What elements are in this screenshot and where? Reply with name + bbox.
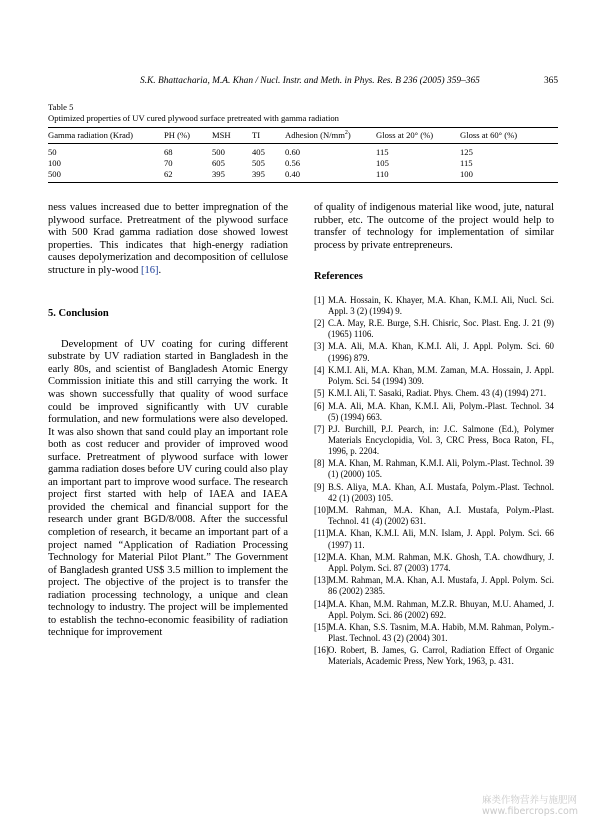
column-header-close: ) (347, 130, 351, 140)
reference-text: P.J. Burchill, P.J. Pearch, in: J.C. Salmone (Ed.), Polymer Materials Encyclopidia, Vol. 3, CRC Press, Boca Raton, FL, 1996, p. 2204. (328, 423, 554, 457)
reference-text: K.M.I. Ali, M.A. Khan, M.M. Zaman, M.A. Hossain, J. Appl. Polym. Sci. 54 (1994) 309. (328, 364, 554, 386)
column-header: PH (%) (164, 128, 212, 144)
reference-text: B.S. Aliya, M.A. Khan, A.I. Mustafa, Polym.-Plast. Technol. 42 (1) (2003) 105. (328, 481, 554, 503)
table-cell: 500 (212, 147, 225, 157)
watermark-line: www.fibercrops.com (482, 806, 579, 817)
reference-number: [11] (314, 528, 329, 539)
reference-number: [10] (314, 505, 329, 516)
reference-item (314, 575, 554, 597)
body-paragraph: of quality of indigenous material like wood, jute, natural rubber, etc. The outcome of the project would help to transfer of technology for implementation of similar process by private entrepreneurs. (314, 202, 554, 251)
reference-text: C.A. May, R.E. Burge, S.H. Chisric, Soc. Plast. Eng. J. 21 (9) (1965) 1106. (328, 318, 554, 340)
reference-item (314, 505, 554, 527)
reference-number: [2] (314, 318, 325, 329)
table-row (48, 158, 558, 169)
reference-text: M.A. Khan, M. Rahman, K.M.I. Ali, Polym.-Plast. Technol. 39 (1) (2000) 105. (328, 458, 554, 480)
table-5 (48, 102, 558, 183)
reference-list (314, 295, 554, 668)
table-cell: 405 (252, 147, 265, 157)
left-column (48, 202, 288, 640)
reference-number: [14] (314, 598, 329, 609)
reference-number: [3] (314, 341, 325, 352)
table-cell: 605 (212, 158, 225, 168)
right-column (314, 202, 554, 669)
column-header: Gloss at 20° (%) (376, 128, 460, 144)
table-cell: 105 (376, 158, 389, 168)
superscript: 2 (344, 130, 348, 136)
citation-link[interactable]: [16] (141, 264, 159, 276)
reference-item (314, 424, 554, 457)
reference-item (314, 482, 554, 504)
reference-number: [6] (314, 400, 325, 411)
reference-number: [12] (314, 551, 329, 562)
reference-item (314, 528, 554, 550)
reference-text: M.A. Ali, M.A. Khan, K.M.I. Ali, J. Appl. Polym. Sci. 60 (1996) 879. (328, 341, 554, 363)
watermark-line: 麻类作物营养与施肥网 (482, 795, 578, 806)
table-cell: 70 (164, 158, 173, 168)
reference-item (314, 365, 554, 387)
table-row (48, 144, 558, 159)
reference-text: M.A. Hossain, K. Khayer, M.A. Khan, K.M.I. Ali, Nucl. Sci. Appl. 3 (2) (1994) 9. (328, 294, 554, 316)
reference-text: M.A. Khan, S.S. Tasnim, M.A. Habib, M.M. Rahman, Polym.-Plast. Technol. 43 (2) (2004) 301. (328, 621, 554, 644)
reference-item (314, 599, 554, 621)
section-heading: 5. Conclusion (48, 308, 109, 320)
table-cell: 100 (460, 169, 558, 183)
table-caption: Table 5 (48, 102, 74, 112)
column-header: Adhesion (N/mm (285, 130, 345, 140)
page-header (48, 76, 558, 92)
reference-text: M.M. Rahman, M.A. Khan, A.I. Mustafa, J. Appl. Polym. Sci. 86 (2002) 2385. (328, 575, 554, 597)
reference-number: [1] (314, 294, 325, 305)
properties-table (48, 127, 558, 183)
table-cell: 62 (164, 169, 212, 183)
reference-item (314, 341, 554, 363)
table-cell: 505 (252, 158, 265, 168)
paragraph-text: . (158, 264, 162, 276)
column-header: TI (252, 128, 285, 144)
reference-item (314, 458, 554, 480)
table-cell: 68 (164, 147, 173, 157)
table-cell: 115 (376, 147, 389, 157)
table-cell: 125 (460, 147, 473, 157)
table-cell: 0.56 (285, 158, 301, 168)
body-paragraph (48, 202, 288, 277)
reference-text: K.M.I. Ali, T. Sasaki, Radiat. Phys. Chem. 43 (4) (1994) 271. (328, 388, 547, 399)
reference-number: [8] (314, 458, 325, 469)
reference-text: M.A. Khan, K.M.I. Ali, M.N. Islam, J. Appl. Polym. Sci. 66 (1997) 11. (328, 528, 554, 550)
watermark (482, 795, 578, 817)
reference-number: [13] (314, 575, 329, 586)
page-number: 365 (543, 76, 558, 86)
reference-text: M.A. Khan, M.M. Rahman, M.K. Ghosh, T.A. chowdhury, J. Appl. Polym. Sci. 87 (2003) 1774. (328, 551, 554, 573)
running-head: S.K. Bhattacharia, M.A. Khan / Nucl. Instr. and Meth. in Phys. Res. B 236 (2005) 359–365 (140, 76, 480, 86)
reference-number: [16] (314, 645, 329, 656)
reference-item (314, 622, 554, 644)
table-header-row (48, 128, 558, 144)
table-cell: 0.40 (285, 169, 376, 183)
table-cell: 395 (212, 169, 252, 183)
reference-text: M.A. Khan, M.M. Rahman, M.Z.R. Bhuyan, M.U. Ahamed, J. Appl. Polym. Sci. 86 (2002) 692. (328, 598, 554, 620)
table-cell: 115 (460, 158, 473, 168)
table-cell: 100 (48, 158, 61, 168)
column-header: Gamma radiation (Krad) (48, 128, 164, 144)
reference-number: [7] (314, 423, 325, 434)
table-cell: 0.60 (285, 147, 301, 157)
reference-text: O. Robert, B. James, G. Carrol, Radiation Effect of Organic Materials, Academic Press, New York, 1963, p. 431. (328, 645, 554, 667)
reference-item (314, 645, 554, 667)
table-cell: 500 (48, 169, 164, 183)
reference-text: M.A. Ali, M.A. Khan, K.M.I. Ali, Polym.-Plast. Technol. 34 (5) (1994) 663. (328, 400, 554, 422)
reference-item (314, 552, 554, 574)
reference-text: M.M. Rahman, M.A. Khan, A.I. Mustafa, Polym.-Plast. Technol. 41 (4) (2002) 631. (328, 505, 554, 527)
table-title: Optimized properties of UV cured plywood surface pretreated with gamma radiation (48, 113, 339, 123)
reference-item (314, 401, 554, 423)
reference-item (314, 295, 554, 317)
table-cell: 110 (376, 169, 460, 183)
reference-number: [5] (314, 388, 325, 399)
reference-number: [9] (314, 481, 325, 492)
reference-number: [4] (314, 364, 325, 375)
table-row (48, 169, 558, 183)
reference-number: [15] (314, 621, 329, 632)
column-header: MSH (212, 128, 252, 144)
column-header-adhesion (285, 128, 376, 144)
references-heading: References (314, 271, 363, 283)
paragraph-text: ness values increased due to better impregnation of the plywood surface. Pretreatment of the plywood surface with 500 Krad gamma radiation dose showed lowest properties. This indicates that high-energy radiation causes depolymerization and decomposition of cellulose structure in ply-wood (48, 202, 288, 276)
column-header: Gloss at 60° (%) (460, 128, 558, 144)
body-paragraph: Development of UV coating for curing different substrate by UV radiation started in Bangladesh in the early 80s, and scientist of Bangladesh Atomic Energy Commission initiate this and still carrying the work. It was shown successfully that quality of wood surface could be improved significantly with UV curable formulation, and new formulations were also developed. It was also shown that sand could play an important role both as cost reducer and provider of improved wood surface. Pretreatment of plywood surface with lower gamma radiation doses before UV curing could also play an important part to improve wood surface. The research project first started with help of IAEA and IAEA provided the chemical and financial support for the research under grant BGD/8/008. After the successful completion of research, it became an important part of a project named “Application of Radiation Processing Technology for Material Pilot Plant.” The Government of Bangladesh granted US$ 3.5 million to implement the project. The objective of the project is to transfer the radiation processing technology, a unique and clean technology to industry. The project will be implemented to establish the techno-economic feasibility of radiation technique for improvement (48, 338, 288, 639)
table-cell: 50 (48, 147, 57, 157)
reference-item (314, 318, 554, 340)
table-cell: 395 (252, 169, 285, 183)
reference-item (314, 388, 554, 399)
